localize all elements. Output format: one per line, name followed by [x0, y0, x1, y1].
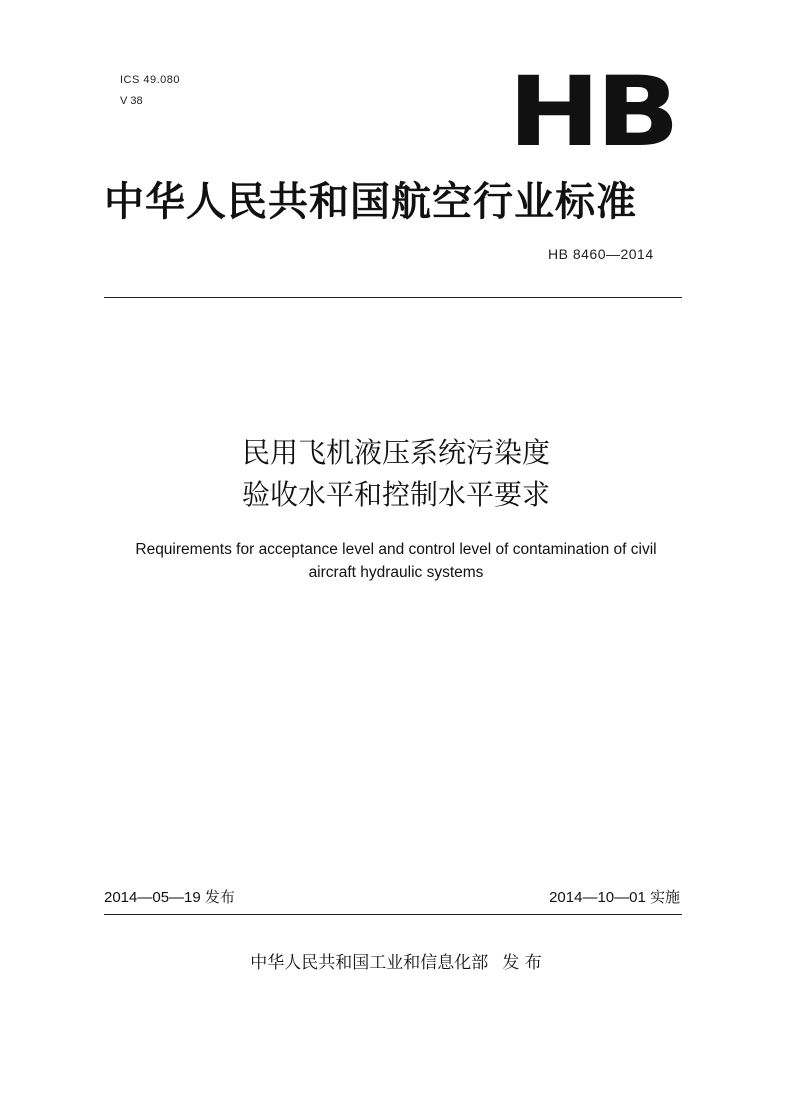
top-divider [104, 297, 682, 298]
publish-label: 发 布 [502, 953, 542, 973]
chinese-title-line-1: 民用飞机液压系统污染度 [241, 436, 550, 469]
publisher-line [0, 948, 792, 973]
standard-number: HB 8460—2014 [548, 246, 654, 262]
bottom-divider [104, 914, 682, 915]
english-title-line-1: Requirements for acceptance level and control level of contamination of civil [135, 541, 657, 558]
classification-code: V 38 [120, 95, 143, 107]
chinese-title [0, 432, 792, 516]
publisher-name: 中华人民共和国工业和信息化部 [250, 953, 489, 973]
standard-category-title: 中华人民共和国航空行业标准 [104, 179, 637, 225]
hb-logo: HB [508, 56, 676, 168]
ics-code: ICS 49.080 [120, 74, 181, 86]
chinese-title-line-2: 验收水平和控制水平要求 [241, 478, 550, 511]
english-title-line-2: aircraft hydraulic systems [308, 564, 484, 581]
implementation-date: 2014—10—01 实施 [549, 889, 680, 906]
issue-date: 2014—05—19 发布 [104, 889, 235, 906]
english-title [0, 538, 792, 584]
